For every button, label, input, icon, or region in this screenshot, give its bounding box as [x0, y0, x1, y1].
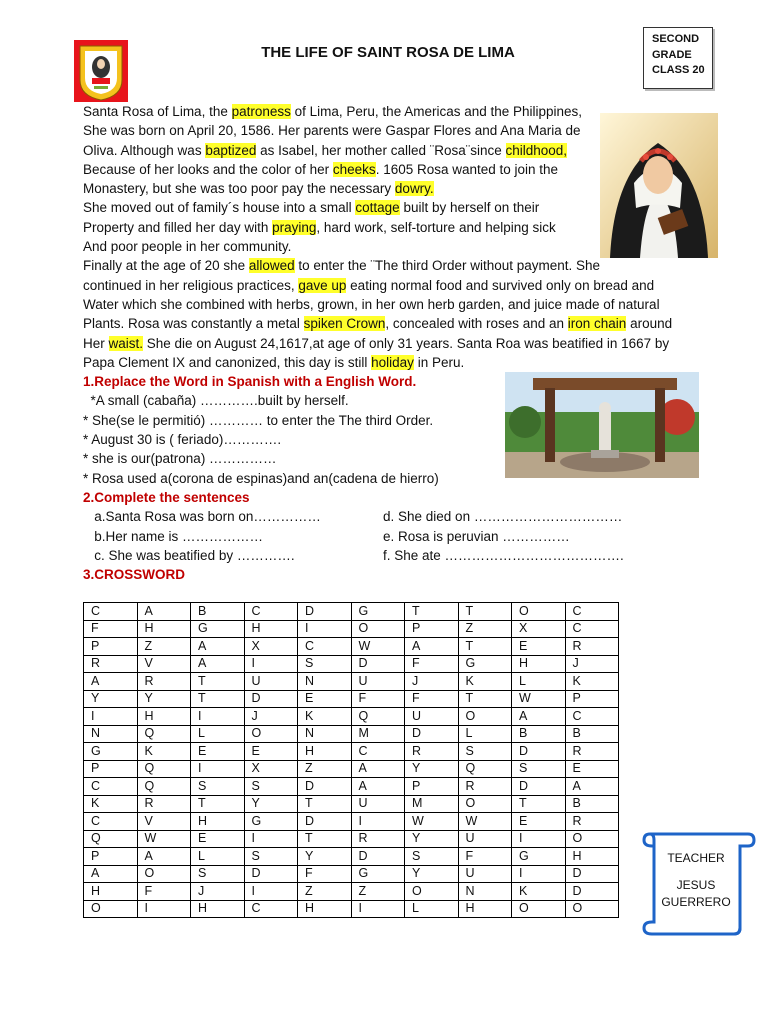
text-line — [83, 121, 603, 140]
crossword-cell[interactable]: I — [244, 655, 298, 673]
crossword-cell[interactable]: H — [137, 620, 191, 638]
crossword-row — [84, 865, 619, 883]
text-span: And poor people in her community. — [83, 239, 292, 255]
crossword-cell[interactable]: F — [137, 883, 191, 901]
crossword-cell[interactable]: M — [405, 795, 459, 813]
sentence-item: c. She was beatified by …………. — [83, 547, 295, 563]
crossword-cell[interactable]: P — [405, 620, 459, 638]
crossword-cell[interactable]: T — [405, 603, 459, 621]
crossword-cell[interactable]: Y — [137, 690, 191, 708]
sentence-row — [83, 507, 623, 526]
crossword-cell[interactable]: C — [244, 603, 298, 621]
crossword-cell[interactable]: R — [565, 813, 619, 831]
crossword-cell[interactable]: S — [244, 848, 298, 866]
crossword-cell[interactable]: E — [512, 813, 566, 831]
crossword-cell[interactable]: R — [84, 655, 138, 673]
crossword-cell[interactable]: U — [351, 673, 405, 691]
exercise-item: * August 30 is ( feriado)…………. — [83, 432, 282, 448]
crossword-cell[interactable]: Q — [84, 830, 138, 848]
teacher-credit — [648, 850, 744, 911]
crossword-cell[interactable]: T — [298, 830, 352, 848]
crossword-cell[interactable]: K — [458, 673, 512, 691]
crossword-grid — [83, 602, 619, 918]
crossword-cell[interactable]: A — [191, 655, 245, 673]
crossword-cell[interactable]: F — [458, 848, 512, 866]
crossword-cell[interactable]: S — [512, 760, 566, 778]
page-title: THE LIFE OF SAINT ROSA DE LIMA — [261, 44, 515, 61]
crossword-cell[interactable]: T — [191, 673, 245, 691]
exercise-item: * she is our(patrona) …………… — [83, 451, 277, 467]
crossword-row — [84, 725, 619, 743]
highlighted-word: cottage — [355, 200, 400, 216]
highlighted-word: cheeks — [332, 161, 376, 177]
crossword-cell[interactable]: D — [405, 725, 459, 743]
crossword-cell[interactable]: K — [298, 708, 352, 726]
crossword-cell[interactable]: W — [458, 813, 512, 831]
crossword-cell[interactable]: I — [351, 813, 405, 831]
crossword-cell[interactable]: K — [565, 673, 619, 691]
crossword-cell[interactable]: Z — [298, 883, 352, 901]
crossword-cell[interactable]: G — [84, 743, 138, 761]
text-span: in Peru. — [413, 354, 465, 370]
crossword-cell[interactable]: H — [84, 883, 138, 901]
crossword-cell[interactable]: I — [191, 760, 245, 778]
crossword-cell[interactable]: L — [191, 725, 245, 743]
crossword-cell[interactable]: Q — [137, 778, 191, 796]
crossword-cell[interactable]: T — [458, 690, 512, 708]
text-line — [83, 314, 673, 333]
crossword-cell[interactable]: S — [244, 778, 298, 796]
crossword-cell[interactable]: N — [84, 725, 138, 743]
crossword-cell[interactable]: Y — [244, 795, 298, 813]
crossword-cell[interactable]: D — [298, 603, 352, 621]
crossword-cell[interactable]: T — [298, 795, 352, 813]
text-span: to enter the ¨The third Order without payment. She — [294, 258, 601, 274]
teacher-last-name: GUERRERO — [661, 895, 731, 909]
crossword-row — [84, 900, 619, 918]
sanctuary-well-image — [505, 372, 699, 478]
crossword-cell[interactable]: N — [298, 725, 352, 743]
crossword-row — [84, 743, 619, 761]
sentence-item: e. Rosa is peruvian …………… — [383, 528, 570, 544]
crossword-cell[interactable]: T — [191, 795, 245, 813]
crossword-cell[interactable]: M — [351, 725, 405, 743]
highlighted-word: dowry. — [394, 181, 434, 197]
crossword-cell[interactable]: U — [458, 865, 512, 883]
crossword-row — [84, 760, 619, 778]
grade-line: CLASS 20 — [652, 64, 705, 76]
crossword-cell[interactable]: S — [191, 865, 245, 883]
crossword-cell[interactable]: S — [191, 778, 245, 796]
crossword-cell[interactable]: V — [137, 655, 191, 673]
crossword-cell[interactable]: X — [512, 620, 566, 638]
crossword-cell[interactable]: O — [512, 603, 566, 621]
crossword-cell[interactable]: L — [191, 848, 245, 866]
text-span: Papa Clement IX and canonized, this day is still — [83, 354, 372, 370]
exercise-item: *A small (cabaña) ………….built by herself. — [83, 393, 349, 409]
crossword-cell[interactable]: Y — [405, 760, 459, 778]
text-span: as Isabel, her mother called ¨Rosa¨since — [256, 142, 506, 158]
crossword-cell[interactable]: O — [405, 883, 459, 901]
text-span: Oliva. Although was — [83, 142, 206, 158]
highlighted-word: baptized — [205, 142, 257, 158]
crossword-cell[interactable]: A — [137, 603, 191, 621]
crossword-cell[interactable]: U — [244, 673, 298, 691]
sentence-item: a.Santa Rosa was born on…………… — [83, 509, 321, 525]
crossword-cell[interactable]: E — [244, 743, 298, 761]
crossword-cell[interactable]: H — [298, 743, 352, 761]
crossword-cell[interactable]: Y — [298, 848, 352, 866]
grade-line: GRADE — [652, 48, 692, 61]
crossword-cell[interactable]: R — [565, 638, 619, 656]
crossword-cell[interactable]: A — [137, 848, 191, 866]
crossword-cell[interactable]: H — [137, 708, 191, 726]
text-line — [83, 141, 603, 160]
crossword-cell[interactable]: W — [351, 638, 405, 656]
crossword-cell[interactable]: I — [84, 708, 138, 726]
text-line — [83, 198, 603, 217]
crossword-cell[interactable]: Y — [84, 690, 138, 708]
highlighted-word: patroness — [231, 104, 291, 119]
crossword-cell[interactable]: G — [351, 865, 405, 883]
highlighted-word: praying — [272, 219, 317, 235]
crossword-row — [84, 708, 619, 726]
crossword-cell[interactable]: H — [565, 848, 619, 866]
crossword-cell[interactable]: E — [191, 743, 245, 761]
crossword-cell[interactable]: W — [137, 830, 191, 848]
crossword-row — [84, 848, 619, 866]
crossword-cell[interactable]: E — [512, 638, 566, 656]
crossword-cell[interactable]: B — [512, 725, 566, 743]
crossword-cell[interactable]: A — [565, 778, 619, 796]
crossword-cell[interactable]: G — [351, 603, 405, 621]
crossword-cell[interactable]: T — [458, 603, 512, 621]
crossword-cell[interactable]: F — [405, 690, 459, 708]
crossword-cell[interactable]: C — [84, 603, 138, 621]
crossword-cell[interactable]: D — [244, 865, 298, 883]
crossword-cell[interactable]: E — [298, 690, 352, 708]
crossword-cell[interactable]: D — [351, 848, 405, 866]
text-span: around — [626, 316, 673, 332]
text-span: Property and filled her day with — [83, 219, 273, 235]
sentence-item: f. She ate …………………………………. — [383, 547, 624, 563]
sentence-item: d. She died on …………………………… — [383, 509, 623, 525]
text-span: of Lima, Peru, the Americas and the Philippines, — [290, 104, 583, 119]
crossword-cell[interactable]: A — [191, 638, 245, 656]
crossword-cell[interactable]: O — [512, 900, 566, 918]
crossword-cell[interactable]: Y — [405, 865, 459, 883]
crossword-cell[interactable]: O — [458, 795, 512, 813]
crossword-cell[interactable]: R — [351, 830, 405, 848]
teacher-first-name: JESUS — [676, 878, 716, 892]
crossword-cell[interactable]: K — [137, 743, 191, 761]
highlighted-word: waist. — [108, 335, 144, 351]
crossword-cell[interactable]: F — [84, 620, 138, 638]
crossword-cell[interactable]: L — [405, 900, 459, 918]
crossword-cell[interactable]: X — [244, 638, 298, 656]
text-span: Plants. Rosa was constantly a metal — [83, 316, 304, 332]
crossword-cell[interactable]: I — [244, 883, 298, 901]
crossword-cell[interactable]: G — [244, 813, 298, 831]
crossword-cell[interactable]: I — [244, 830, 298, 848]
crossword-cell[interactable]: E — [191, 830, 245, 848]
crossword-cell[interactable]: N — [458, 883, 512, 901]
crossword-cell[interactable]: H — [191, 813, 245, 831]
crossword-cell[interactable]: P — [84, 848, 138, 866]
crossword-cell[interactable]: C — [84, 778, 138, 796]
crossword-cell[interactable]: J — [191, 883, 245, 901]
crossword-cell[interactable]: L — [512, 673, 566, 691]
text-line — [83, 237, 603, 256]
crossword-cell[interactable]: Q — [137, 760, 191, 778]
crossword-cell[interactable]: T — [512, 795, 566, 813]
text-span: Monastery, but she was too poor pay the necessary — [83, 181, 395, 197]
crossword-cell[interactable]: I — [512, 830, 566, 848]
crossword-cell[interactable]: D — [512, 743, 566, 761]
crossword-cell[interactable]: C — [244, 900, 298, 918]
crossword-cell[interactable]: N — [298, 673, 352, 691]
crossword-cell[interactable]: A — [351, 778, 405, 796]
grade-line: SECOND — [652, 33, 700, 45]
crossword-cell[interactable]: T — [191, 690, 245, 708]
crossword-cell[interactable]: Q — [458, 760, 512, 778]
sentence-row — [83, 527, 603, 546]
crossword-cell[interactable]: O — [351, 620, 405, 638]
highlighted-word: childhood, — [505, 142, 568, 158]
crossword-cell[interactable]: Z — [351, 883, 405, 901]
text-line — [83, 179, 603, 198]
text-span: eating normal food and survived only on bread and — [346, 277, 655, 293]
crossword-cell[interactable]: I — [512, 865, 566, 883]
text-span: She moved out of family´s house into a small — [83, 200, 356, 216]
crossword-cell[interactable]: G — [191, 620, 245, 638]
crossword-row — [84, 830, 619, 848]
crossword-row — [84, 638, 619, 656]
school-crest-logo — [74, 40, 128, 102]
exercise-item: * She(se le permitió) ………… to enter the The third Order. — [83, 412, 434, 428]
crossword-cell[interactable]: D — [565, 865, 619, 883]
crossword-cell[interactable]: H — [244, 620, 298, 638]
crossword-cell[interactable]: C — [84, 813, 138, 831]
crossword-cell[interactable]: P — [565, 690, 619, 708]
teacher-role: TEACHER — [667, 851, 725, 865]
crossword-row — [84, 603, 619, 621]
crossword-cell[interactable]: F — [298, 865, 352, 883]
crossword-row — [84, 778, 619, 796]
crossword-cell[interactable]: K — [84, 795, 138, 813]
crossword-cell[interactable]: J — [244, 708, 298, 726]
text-span: Her — [83, 335, 109, 351]
crossword-cell[interactable]: V — [137, 813, 191, 831]
crossword-cell[interactable]: Y — [405, 830, 459, 848]
crossword-cell[interactable]: R — [458, 778, 512, 796]
text-span: Finally at the age of 20 she — [83, 258, 249, 274]
crossword-cell[interactable]: T — [458, 638, 512, 656]
text-span: She was born on April 20, 1586. Her parents were Gaspar Flores and Ana Maria de — [83, 123, 581, 139]
text-span: built by herself on their — [399, 200, 540, 216]
crossword-cell[interactable]: C — [565, 603, 619, 621]
text-line — [83, 160, 603, 179]
crossword-cell[interactable]: Z — [137, 638, 191, 656]
text-span: Santa Rosa of Lima, the — [83, 104, 232, 119]
crossword-cell[interactable]: O — [565, 830, 619, 848]
reading-passage — [83, 102, 673, 584]
crossword-cell[interactable]: O — [244, 725, 298, 743]
crossword-cell[interactable]: D — [351, 655, 405, 673]
crossword-cell[interactable]: C — [351, 743, 405, 761]
crossword-cell[interactable]: Q — [351, 708, 405, 726]
crossword-cell[interactable]: G — [512, 848, 566, 866]
crossword-row — [84, 883, 619, 901]
crossword-cell[interactable]: I — [137, 900, 191, 918]
crossword-cell[interactable]: P — [405, 778, 459, 796]
crossword-cell[interactable]: O — [84, 900, 138, 918]
text-line — [83, 295, 660, 314]
crossword-cell[interactable]: R — [137, 795, 191, 813]
text-line — [83, 276, 655, 295]
crossword-cell[interactable]: B — [565, 795, 619, 813]
crossword-cell[interactable]: Z — [298, 760, 352, 778]
text-span: She die on August 24,1617,at age of only 31 years. Santa Roa was beatified in 1667 by — [143, 335, 670, 351]
crossword-cell[interactable]: H — [512, 655, 566, 673]
crossword-cell[interactable]: H — [458, 900, 512, 918]
highlighted-word: gave up — [298, 277, 347, 293]
exercise-item: * Rosa used a(corona de espinas)and an(cadena de hierro) — [83, 470, 439, 486]
crossword-cell[interactable]: U — [405, 708, 459, 726]
crossword-cell[interactable]: R — [405, 743, 459, 761]
highlighted-word: holiday — [371, 354, 414, 370]
crossword-cell[interactable]: X — [244, 760, 298, 778]
crossword-row — [84, 813, 619, 831]
crossword-cell[interactable]: O — [137, 865, 191, 883]
crossword-row — [84, 795, 619, 813]
crossword-cell[interactable]: R — [565, 743, 619, 761]
crossword-cell[interactable]: I — [298, 620, 352, 638]
crossword-cell[interactable]: J — [565, 655, 619, 673]
crossword-cell[interactable]: D — [565, 883, 619, 901]
highlighted-word: allowed — [248, 258, 295, 274]
section-heading-3: 3.CROSSWORD — [83, 567, 186, 583]
text-line — [83, 353, 603, 372]
crossword-cell[interactable]: F — [405, 655, 459, 673]
crossword-cell[interactable]: S — [458, 743, 512, 761]
crossword-cell[interactable]: H — [298, 900, 352, 918]
crossword-cell[interactable]: D — [298, 813, 352, 831]
crossword-cell[interactable]: R — [137, 673, 191, 691]
highlighted-word: spiken Crown — [303, 316, 386, 332]
crossword-cell[interactable]: D — [298, 778, 352, 796]
crossword-cell[interactable]: D — [244, 690, 298, 708]
crossword-row — [84, 655, 619, 673]
crossword-cell[interactable]: F — [351, 690, 405, 708]
crossword-row — [84, 690, 619, 708]
text-span: Because of her looks and the color of her — [83, 161, 333, 177]
crossword-cell[interactable]: W — [512, 690, 566, 708]
crossword-cell[interactable]: L — [458, 725, 512, 743]
crossword-cell[interactable]: A — [351, 760, 405, 778]
crossword-cell[interactable]: U — [458, 830, 512, 848]
crossword-cell[interactable]: P — [84, 638, 138, 656]
crossword-cell[interactable]: W — [405, 813, 459, 831]
crossword-cell[interactable]: D — [512, 778, 566, 796]
crossword-cell[interactable]: H — [191, 900, 245, 918]
text-span: . 1605 Rosa wanted to join the — [375, 161, 559, 177]
crossword-cell[interactable]: G — [458, 655, 512, 673]
crossword-cell[interactable]: O — [458, 708, 512, 726]
crossword-row — [84, 673, 619, 691]
crossword-cell[interactable]: A — [512, 708, 566, 726]
crossword-cell[interactable]: E — [565, 760, 619, 778]
grade-class-box — [643, 27, 713, 89]
text-span: , concealed with roses and an — [385, 316, 568, 332]
crossword-cell[interactable]: A — [405, 638, 459, 656]
crossword-cell[interactable]: I — [351, 900, 405, 918]
crossword-cell[interactable]: B — [565, 725, 619, 743]
crossword-cell[interactable]: J — [405, 673, 459, 691]
crossword-cell[interactable]: C — [565, 620, 619, 638]
crossword-cell[interactable]: A — [84, 865, 138, 883]
crossword-cell[interactable]: O — [565, 900, 619, 918]
crossword-cell[interactable]: S — [298, 655, 352, 673]
crossword-cell[interactable]: Q — [137, 725, 191, 743]
crossword-cell[interactable]: I — [191, 708, 245, 726]
section-heading-2: 2.Complete the sentences — [83, 489, 250, 505]
text-span: , hard work, self-torture and helping sick — [316, 219, 556, 235]
text-line — [83, 218, 603, 237]
crossword-cell[interactable]: C — [298, 638, 352, 656]
section-heading-1: 1.Replace the Word in Spanish with a English Word. — [83, 374, 417, 390]
text-line — [83, 256, 603, 275]
text-line — [83, 334, 670, 353]
text-span: Water which she combined with herbs, grown, in her own herb garden, and juice made of natural — [83, 296, 660, 312]
sentence-row — [83, 546, 624, 565]
text-span: continued in her religious practices, — [83, 277, 299, 293]
crossword-cell[interactable]: K — [512, 883, 566, 901]
saint-rosa-image — [600, 113, 718, 258]
crossword-cell[interactable]: U — [351, 795, 405, 813]
crossword-cell[interactable]: P — [84, 760, 138, 778]
crossword-row — [84, 620, 619, 638]
highlighted-word: iron chain — [567, 316, 627, 332]
crossword-cell[interactable]: C — [565, 708, 619, 726]
crossword-cell[interactable]: A — [84, 673, 138, 691]
crossword-cell[interactable]: B — [191, 603, 245, 621]
crossword-cell[interactable]: Z — [458, 620, 512, 638]
text-line — [83, 102, 603, 121]
crossword-cell[interactable]: S — [405, 848, 459, 866]
sentence-item: b.Her name is ……………… — [83, 528, 264, 544]
